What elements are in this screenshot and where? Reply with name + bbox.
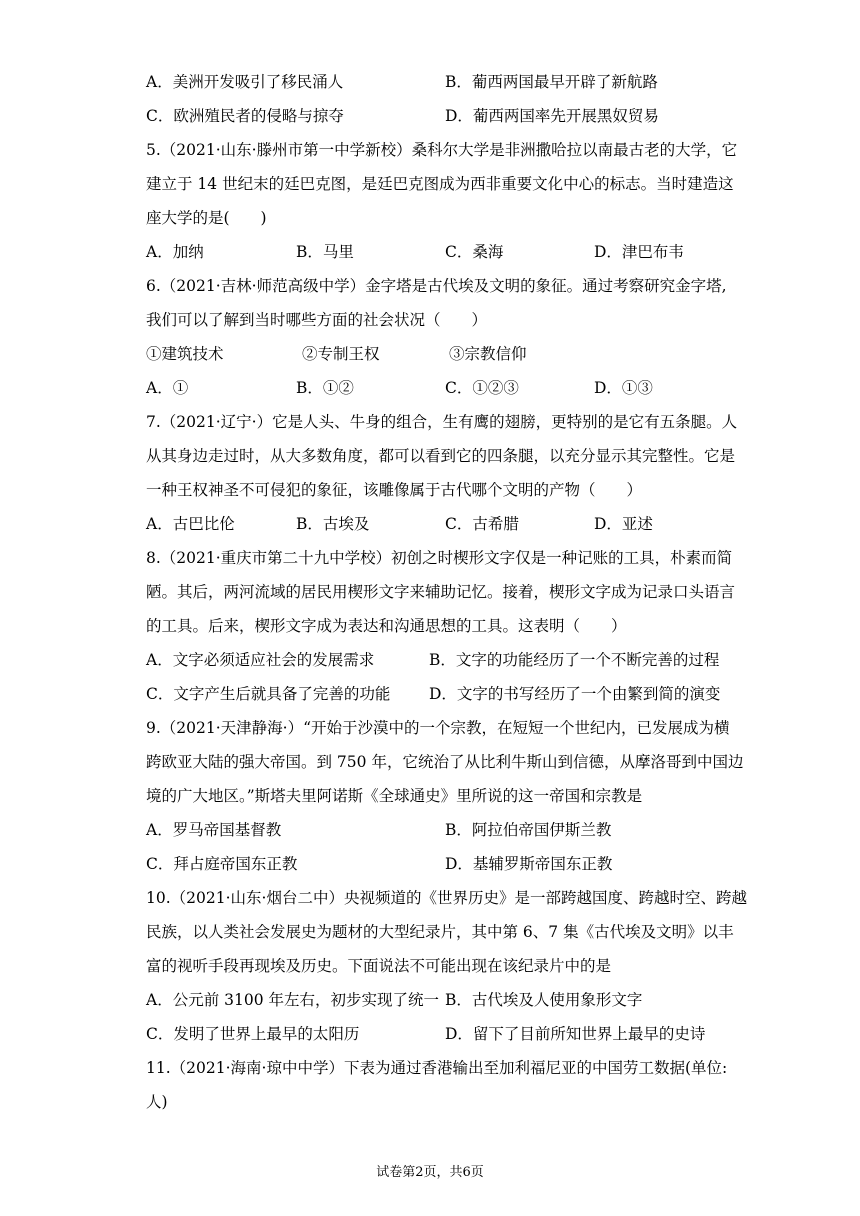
q8-stem-line-2: 陋。其后，两河流域的居民用楔形文字来辅助记忆。接着，楔形文字成为记录口头语言 <box>146 583 736 601</box>
q10-stem-line-1: 10.（2021·山东·烟台二中）央视频道的《世界历史》是一部跨越国度、跨越时空、跨越 <box>146 889 747 907</box>
page-footer: 试卷第2页，共6页 <box>376 1165 484 1180</box>
q7-option-d: D．亚述 <box>594 515 653 533</box>
q8-option-b: B．文字的功能经历了一个不断完善的过程 <box>429 651 720 669</box>
q4-option-c: C．欧洲殖民者的侵略与掠夺 <box>146 107 344 125</box>
q5-option-d: D．津巴布韦 <box>594 243 684 261</box>
q7-stem-line-2: 从其身边走过时，从大多数角度，都可以看到它的四条腿，以充分显示其完整性。它是 <box>146 447 736 465</box>
q10-option-d: D．留下了目前所知世界上最早的史诗 <box>445 1025 706 1043</box>
q7-option-a: A．古巴比伦 <box>146 515 235 533</box>
q11-stem-line-1: 11.（2021·海南·琼中中学）下表为通过香港输出至加利福尼亚的中国劳工数据(单位: <box>146 1059 728 1077</box>
q8-stem-line-1: 8.（2021·重庆市第二十九中学校）初创之时楔形文字仅是一种记账的工具，朴素而简 <box>146 549 733 567</box>
q6-sub-item-2: ②专制王权 <box>302 345 380 363</box>
q8-option-c: C．文字产生后就具备了完善的功能 <box>146 685 391 703</box>
q9-option-c: C．拜占庭帝国东正教 <box>146 855 298 873</box>
q10-stem-line-3: 富的视听手段再现埃及历史。下面说法不可能出现在该纪录片中的是 <box>146 957 612 975</box>
q6-option-d: D．①③ <box>594 379 653 397</box>
q6-sub-item-1: ①建筑技术 <box>146 345 224 363</box>
q6-stem-line-1: 6.（2021·吉林·师范高级中学）金字塔是古代埃及文明的象征。通过考察研究金字塔, <box>146 277 727 295</box>
q6-option-c: C．①②③ <box>445 379 519 397</box>
q10-option-a: A．公元前 3100 年左右，初步实现了统一 <box>146 991 439 1009</box>
q10-option-b: B．古代埃及人使用象形文字 <box>445 991 643 1009</box>
q11-stem-line-2: 人) <box>146 1093 168 1111</box>
q9-stem-line-3: 境的广大地区。”斯塔夫里阿诺斯《全球通史》里所说的这一帝国和宗教是 <box>146 787 643 805</box>
q5-stem-line-1: 5.（2021·山东·滕州市第一中学新校）桑科尔大学是非洲撒哈拉以南最古老的大学，它 <box>146 141 738 159</box>
q9-option-b: B．阿拉伯帝国伊斯兰教 <box>445 821 612 839</box>
q9-stem-line-2: 跨欧亚大陆的强大帝国。到 750 年，它统治了从比利牛斯山到信德，从摩洛哥到中国边 <box>146 753 744 771</box>
q10-stem-line-2: 民族，以人类社会发展史为题材的大型纪录片，其中第 6、7 集《古代埃及文明》以丰 <box>146 923 734 941</box>
q4-option-d: D．葡西两国率先开展黑奴贸易 <box>445 107 659 125</box>
q9-option-a: A．罗马帝国基督教 <box>146 821 282 839</box>
q7-option-c: C．古希腊 <box>445 515 519 533</box>
q5-option-a: A．加纳 <box>146 243 204 261</box>
q6-stem-line-2: 我们可以了解到当时哪些方面的社会状况（ ） <box>146 311 488 329</box>
q7-stem-line-1: 7.（2021·辽宁·）它是人头、牛身的组合，生有鹰的翅膀，更特别的是它有五条腿。人 <box>146 413 738 431</box>
q5-option-b: B．马里 <box>296 243 354 261</box>
q6-option-a: A．① <box>146 379 189 397</box>
q4-option-b: B．葡西两国最早开辟了新航路 <box>445 73 658 91</box>
q9-stem-line-1: 9.（2021·天津静海·）“开始于沙漠中的一个宗教，在短短一个世纪内，已发展成为横 <box>146 719 730 737</box>
q7-option-b: B．古埃及 <box>296 515 370 533</box>
q10-option-c: C．发明了世界上最早的太阳历 <box>146 1025 360 1043</box>
q9-option-d: D．基辅罗斯帝国东正教 <box>445 855 613 873</box>
q8-stem-line-3: 的工具。后来，楔形文字成为表达和沟通思想的工具。这表明（ ） <box>146 617 627 635</box>
q5-stem-line-3: 座大学的是( ) <box>146 209 267 227</box>
q8-option-a: A．文字必须适应社会的发展需求 <box>146 651 375 669</box>
q5-option-c: C．桑海 <box>445 243 504 261</box>
q6-sub-item-3: ③宗教信仰 <box>449 345 527 363</box>
q4-option-a: A．美洲开发吸引了移民涌人 <box>146 73 344 91</box>
q5-stem-line-2: 建立于 14 世纪末的廷巴克图，是廷巴克图成为西非重要文化中心的标志。当时建造这 <box>146 175 734 193</box>
q7-stem-line-3: 一种王权神圣不可侵犯的象征，该雕像属于古代哪个文明的产物（ ） <box>146 481 643 499</box>
q6-option-b: B．①② <box>296 379 354 397</box>
q8-option-d: D．文字的书写经历了一个由繁到简的演变 <box>429 685 721 703</box>
